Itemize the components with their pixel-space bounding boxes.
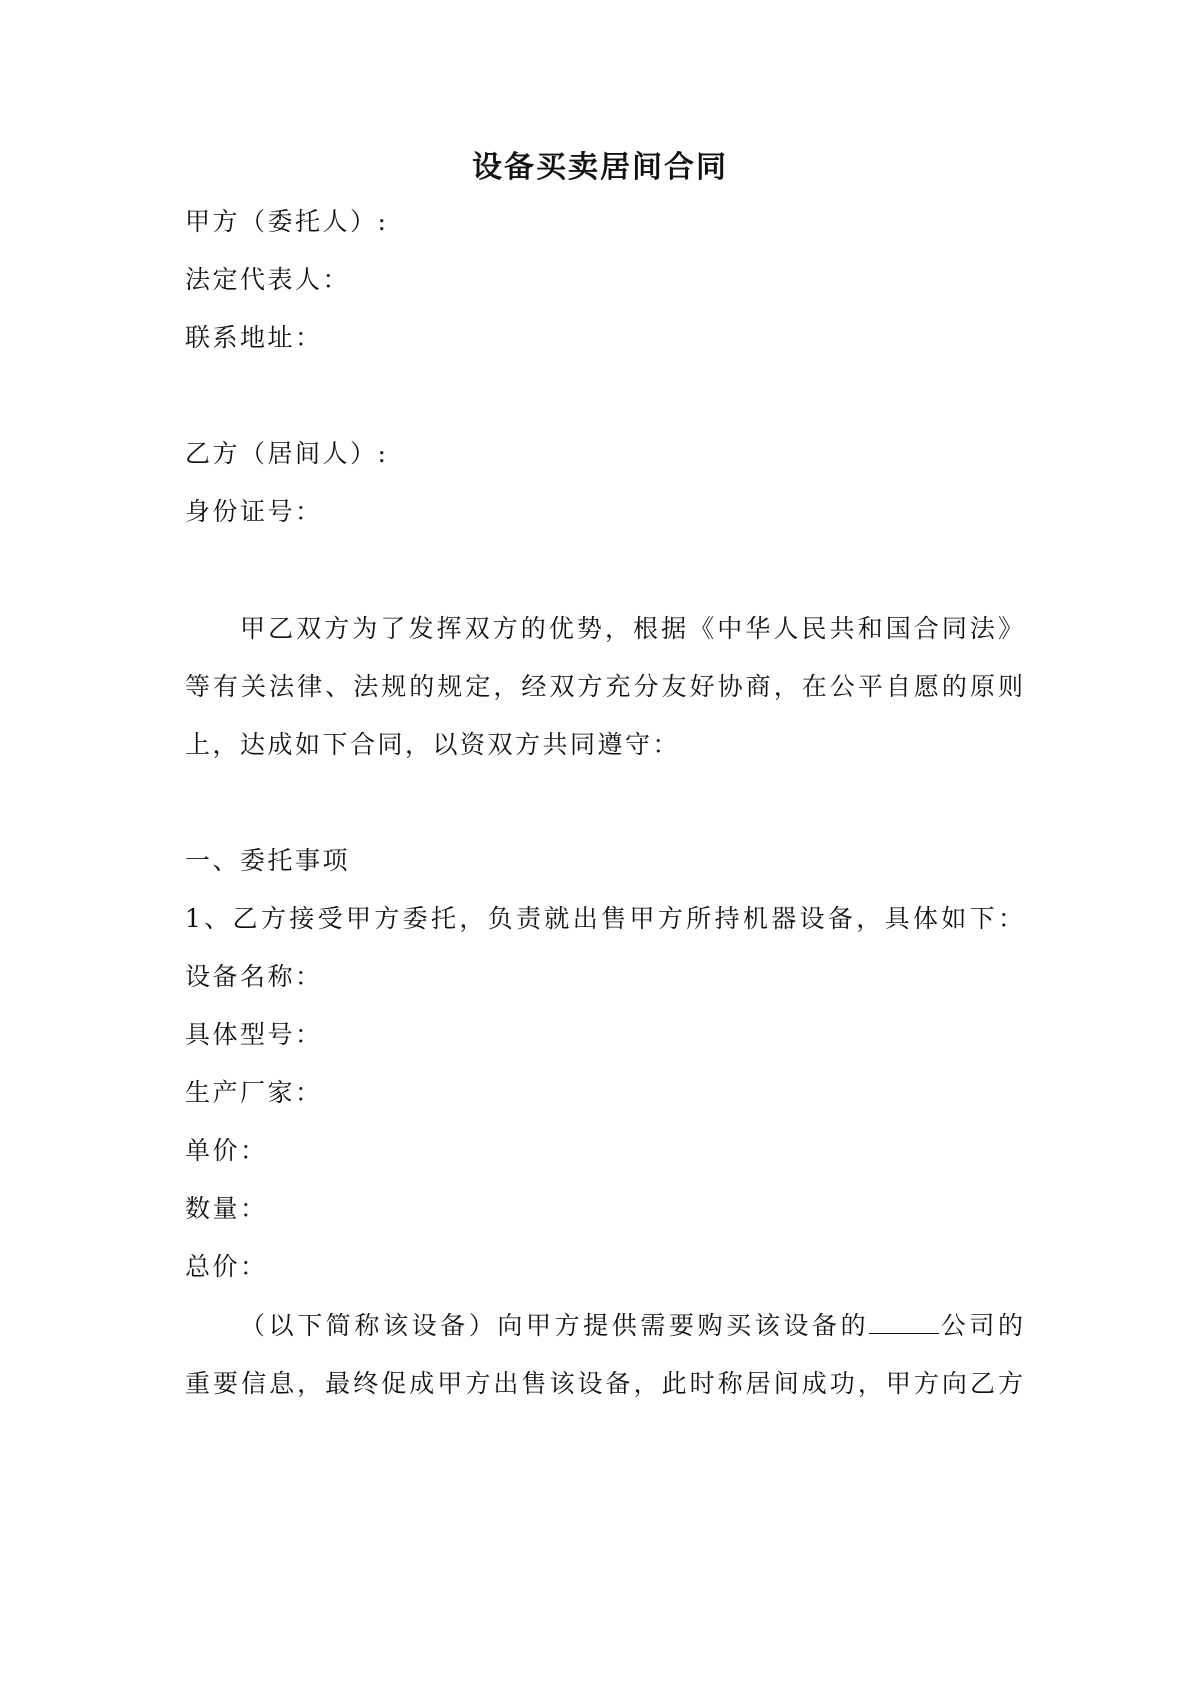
section-1-item-1: 1、乙方接受甲方委托，负责就出售甲方所持机器设备，具体如下： [185,904,1025,933]
preamble-line-2: 等有关法律、法规的规定，经双方充分友好协商，在公平自愿的原则 [185,672,1025,701]
field-total-price: 总价： [185,1252,268,1281]
party-b-label: 乙方（居间人）: [185,439,389,468]
field-equipment-name: 设备名称： [185,962,323,991]
company-name-blank [869,1313,939,1334]
preamble-line-3: 上，达成如下合同，以资双方共同遵守： [185,730,681,759]
field-quantity: 数量： [185,1194,268,1223]
section-1-heading: 一、委托事项 [185,846,351,875]
section-1-paragraph-line-1 [240,1310,1025,1342]
party-a-legal-rep: 法定代表人： [185,265,351,294]
field-manufacturer: 生产厂家： [185,1078,323,1107]
party-b-id-number: 身份证号： [185,497,323,526]
paragraph-text-before-blank: （以下简称该设备）向甲方提供需要购买该设备的 [240,1311,870,1340]
section-1-paragraph-line-2: 重要信息，最终促成甲方出售该设备，此时称居间成功，甲方向乙方 [185,1369,1025,1398]
document-title: 设备买卖居间合同 [472,150,728,185]
party-a-address: 联系地址： [185,323,323,352]
paragraph-text-after-blank: 公司的 [939,1311,1025,1340]
field-unit-price: 单价： [185,1136,268,1165]
preamble-line-1: 甲乙双方为了发挥双方的优势，根据《中华人民共和国合同法》 [240,614,1025,643]
field-model: 具体型号： [185,1020,323,1049]
party-a-label: 甲方（委托人）: [185,207,389,236]
